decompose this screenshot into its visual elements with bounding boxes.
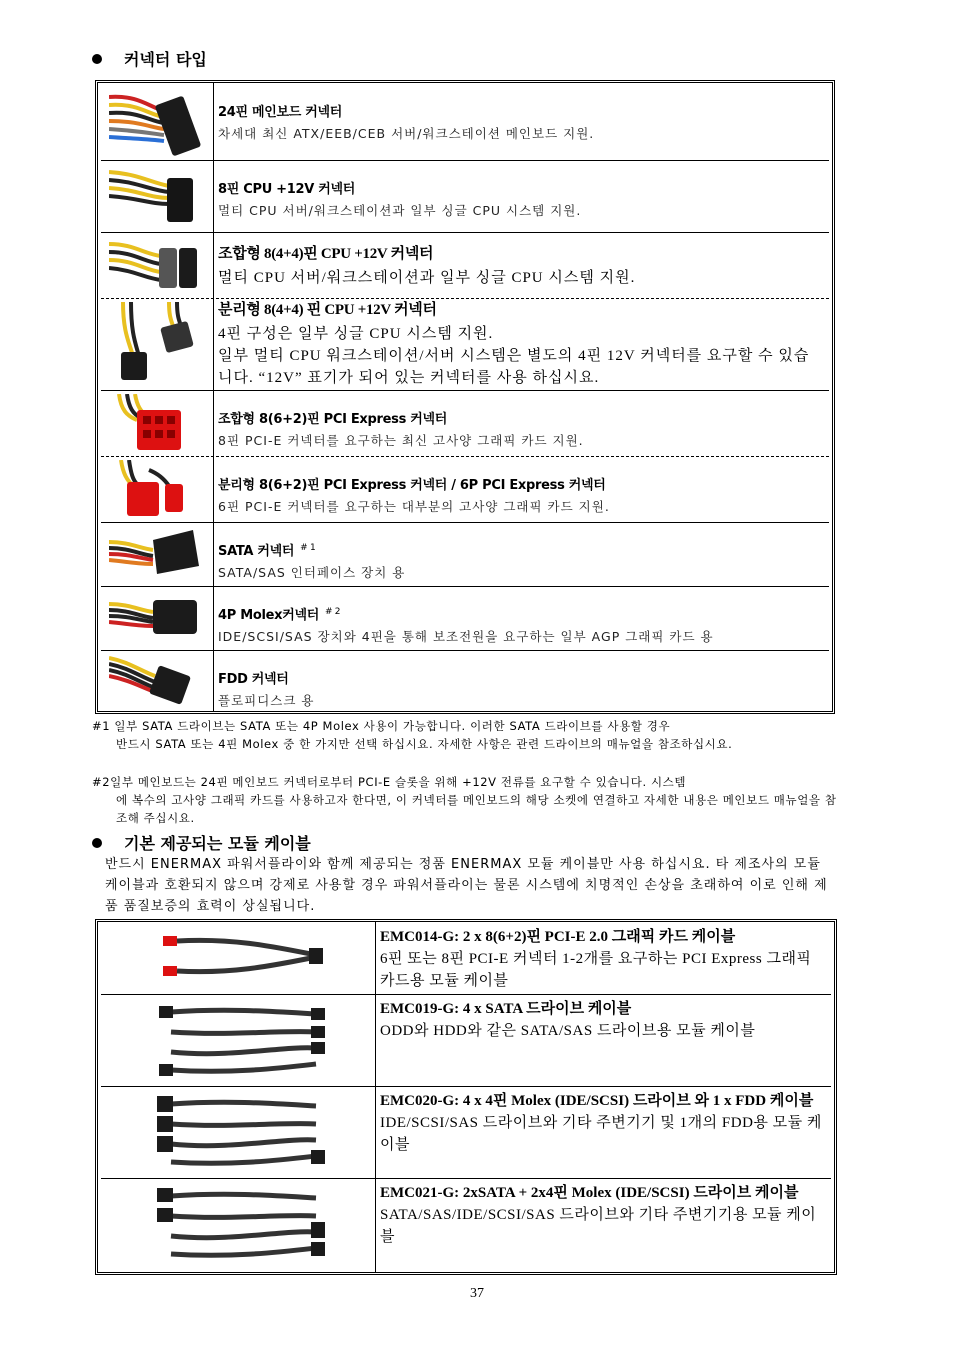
connector-title: 분리형 8(4+4) 핀 CPU +12V 커넥터 [218,302,437,318]
connector-title: FDD 커넥터 [218,672,289,687]
cable-desc: SATA/SAS/IDE/SCSI/SAS 드라이브와 기타 주변기기용 모듈 케이블 [380,1207,817,1245]
footnote-2-first-line: #2일부 메인보드는 24핀 메인보드 커넥터로부터 PCI-E 슬롯을 위해 +12V 전류를 요구할 수 있습니다. 시스템 [92,775,687,789]
section-heading-modular-cables [92,831,311,854]
footnote-2-rest: 에 복수의 고사양 그래픽 카드를 사용하고자 한다면, 이 커넥터를 메인보드의 해당 소켓에 연결하고 자세한 내용은 메인보드 매뉴얼을 참조해 주십시요. [116,793,837,825]
cable-title: EMC020-G: 4 x 4핀 Molex (IDE/SCSI) 드라이브 와 1 x FDD 케이블 [380,1093,814,1109]
24pin-connector-icon [109,87,205,157]
cable-title: EMC019-G: 4 x SATA 드라이브 케이블 [380,1001,632,1017]
footnote-1-first-line: #1 일부 SATA 드라이브는 SATA 또는 4P Molex 사용이 가능합니다. 이러한 SATA 드라이브를 사용할 경우 [92,719,671,733]
connector-desc: 8핀 PCI-E 커넥터를 요구하는 최신 고사양 그래픽 카드 지원. [218,433,584,448]
cable-desc: 6핀 또는 8핀 PCI-E 커넥터 1-2개를 요구하는 PCI Express 그래픽 카드용 모듈 케이블 [380,951,812,989]
connector-title: 조합형 8(6+2)핀 PCI Express 커넥터 [218,412,448,427]
cable-image [101,994,376,1086]
connector-title: 분리형 8(6+2)핀 PCI Express 커넥터 / 6P PCI Express 커넥터 [218,478,606,493]
connector-row [101,298,829,391]
connector-desc: 6핀 PCI-E 커넥터를 요구하는 대부분의 고사양 그래픽 카드 지원. [218,499,610,514]
connector-text [218,540,823,581]
cable-image [101,1178,376,1272]
fdd-connector-icon [109,654,205,708]
cable-image [101,922,376,994]
connector-text [218,474,823,515]
connector-image [101,522,214,586]
connector-desc: SATA/SAS 인터페이스 장치 용 [218,565,406,580]
cable-row [101,1178,831,1272]
sata-connector-icon [109,526,205,582]
cable-warning-paragraph: 반드시 ENERMAX 파워서플라이와 함께 제공되는 정품 ENERMAX 모듈 케이블만 사용 하십시요. 타 제조사의 모듈 케이블과 호환되지 않으며 강제로 사용할 경우 파워서플라이는 물론 시스템에 치명적인 손상을 초래하여 이로 인해 제품 품질보증의 효력이 상실됩니다. [105,857,828,914]
footnote-ref: # 2 [325,606,341,617]
sata-molex-cable-icon [151,1186,331,1266]
connector-title-text: 4P Molex커넥터 [218,608,319,623]
cable-text [380,998,823,1042]
connector-row [101,232,829,299]
connector-row [101,650,829,711]
connector-title: 24핀 메인보드 커넥터 [218,105,343,120]
connector-image [101,650,214,711]
pcie-cable-icon [151,930,331,990]
footnote-2 [92,773,840,827]
page-number: 37 [470,1286,484,1301]
connector-row [101,586,829,651]
connector-title-text: SATA 커넥터 [218,544,295,559]
cable-row [101,922,831,995]
molex-connector-icon [109,590,205,646]
connector-title [218,540,823,559]
connector-image [101,83,214,160]
connector-text [218,408,823,449]
sata-cable-icon [151,1002,331,1082]
6plus2-pcie-separated-connector-icon [109,460,205,522]
connector-desc: 멀티 CPU 서버/워크스테이션과 일부 싱글 CPU 시스템 지원. [218,270,636,286]
connector-row [101,522,829,587]
cable-desc: ODD와 HDD와 같은 SATA/SAS 드라이브용 모듈 케이블 [380,1023,756,1039]
connector-table [95,80,835,714]
connector-image [101,298,214,390]
connector-text [218,298,823,389]
connector-row [101,390,829,457]
connector-row [101,83,829,161]
footnote-ref: # 1 [300,542,316,553]
section-title: 기본 제공되는 모듈 케이블 [124,834,311,853]
cable-text [380,1182,823,1248]
connector-row [101,160,829,233]
cable-row [101,994,831,1087]
connector-desc: 차세대 최신 ATX/EEB/CEB 서버/워크스테이션 메인보드 지원. [218,126,595,141]
connector-row [101,456,829,523]
connector-image [101,390,214,456]
bullet-icon [92,54,102,64]
connector-desc: 멀티 CPU 서버/워크스테이션과 일부 싱글 CPU 시스템 지원. [218,203,582,218]
cable-desc: IDE/SCSI/SAS 드라이브와 기타 주변기기 및 1개의 FDD용 모듈 케이블 [380,1115,822,1153]
footnote-1 [92,717,840,753]
connector-image [101,232,214,298]
cable-image [101,1086,376,1178]
connector-image [101,160,214,232]
connector-title [218,604,823,623]
cable-table [95,919,837,1275]
footnote-1-rest: 반드시 SATA 또는 4핀 Molex 중 한 가지만 선택 하십시요. 자세한 사항은 관련 드라이브의 매뉴얼을 참조하십시요. [116,737,733,751]
connector-desc: 4핀 구성은 일부 싱글 CPU 시스템 지원. [218,326,494,342]
section-heading-connector-types [92,47,207,70]
4plus4-cpu-connector-icon [109,236,205,296]
cable-row [101,1086,831,1179]
connector-title: 조합형 8(4+4)핀 CPU +12V 커넥터 [218,246,434,262]
molex-fdd-cable-icon [151,1094,331,1174]
cable-title: EMC021-G: 2xSATA + 2x4핀 Molex (IDE/SCSI) 드라이브 케이블 [380,1185,799,1201]
cable-title: EMC014-G: 2 x 8(6+2)핀 PCI-E 2.0 그래픽 카드 케이블 [380,929,736,945]
connector-text [218,604,823,645]
connector-text [218,178,823,219]
connector-image [101,456,214,522]
4plus4-separated-connector-icon [109,302,205,388]
connector-text [218,101,823,142]
connector-text [218,242,823,289]
6plus2-pcie-connector-icon [109,394,205,456]
connector-desc: IDE/SCSI/SAS 장치와 4핀을 통해 보조전원을 요구하는 일부 AGP 그래픽 카드 용 [218,629,714,644]
connector-image [101,586,214,650]
cable-text [380,926,823,992]
8pin-cpu-connector-icon [109,164,205,230]
cable-text [380,1090,823,1156]
connector-desc: 플로피디스크 용 [218,693,315,708]
connector-title: 8핀 CPU +12V 커넥터 [218,182,356,197]
section-title: 커넥터 타입 [124,50,207,69]
connector-desc: 일부 멀티 CPU 워크스테이션/서버 시스템은 별도의 4핀 12V 커넥터를 요구할 수 있습니다. “12V” 표기가 되어 있는 커넥터를 사용 하십시요. [218,348,810,386]
connector-text [218,668,823,709]
bullet-icon [92,838,102,848]
